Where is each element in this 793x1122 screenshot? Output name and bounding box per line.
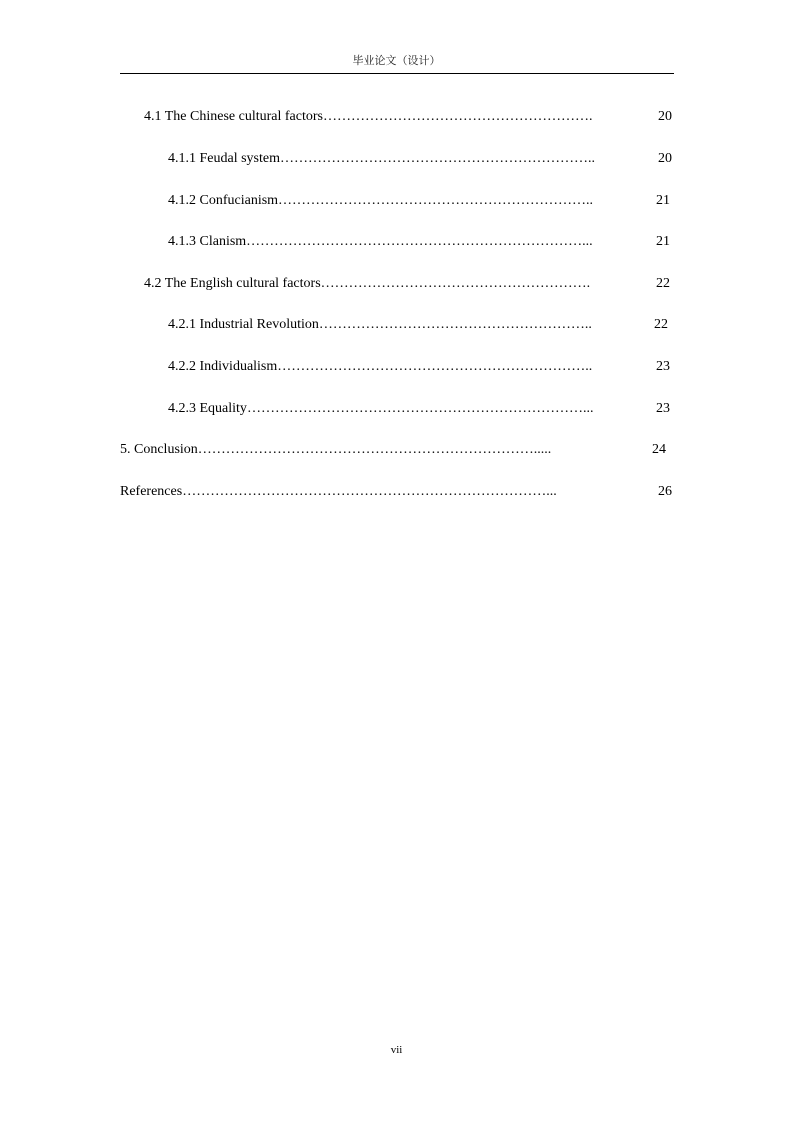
toc-entry-leader: ………………………………………………………………... xyxy=(246,234,593,249)
toc-entry-title: References xyxy=(120,484,183,499)
toc-entry-leader: ………………………………………………………….. xyxy=(280,151,595,166)
toc-entry-title: 4.2 The English cultural factors xyxy=(144,276,321,291)
running-header: 毕业论文（设计） xyxy=(352,54,441,67)
toc-entry-page: 23 xyxy=(656,401,670,416)
toc-entry-title: 5. Conclusion xyxy=(120,442,198,457)
toc-entry-page: 21 xyxy=(656,193,670,208)
toc-entry-leader: ………………………………………………………………..... xyxy=(197,442,552,457)
toc-entry-4-2-1[interactable] xyxy=(168,316,668,334)
toc-entry-page: 21 xyxy=(656,234,670,249)
header-divider xyxy=(120,73,674,74)
toc-entry-page: 22 xyxy=(654,317,668,332)
toc-entry-4-1[interactable] xyxy=(144,108,672,126)
toc-entry-page: 26 xyxy=(658,484,672,499)
toc-entry-leader: ………………………………………………………….. xyxy=(277,359,593,374)
toc-entry-4-1-3[interactable] xyxy=(168,233,670,251)
toc-entry-title: 4.1.3 Clanism xyxy=(168,234,247,249)
toc-entry-title: 4.2.2 Individualism xyxy=(168,359,278,374)
toc-entry-leader: …………………………………………………. xyxy=(320,276,591,291)
toc-entry-4-1-2[interactable] xyxy=(168,192,670,210)
toc-entry-title: 4.1.1 Feudal system xyxy=(168,151,280,166)
toc-entry-conclusion[interactable] xyxy=(120,441,666,459)
toc-entry-title: 4.2.3 Equality xyxy=(168,401,247,416)
toc-entry-leader: ……………………………………………………………………... xyxy=(182,484,557,499)
toc-entry-title: 4.2.1 Industrial Revolution xyxy=(168,317,319,332)
toc-entry-4-2-3[interactable] xyxy=(168,400,670,418)
toc-entry-leader: ………………………………………………………………... xyxy=(246,401,594,416)
toc-entry-4-1-1[interactable] xyxy=(168,150,672,168)
toc-entry-page: 20 xyxy=(658,151,672,166)
toc-entry-page: 24 xyxy=(652,442,666,457)
toc-entry-leader: ………………………………………………………….. xyxy=(278,193,594,208)
toc-entry-page: 22 xyxy=(656,276,670,291)
toc-entry-leader: …………………………………………………. xyxy=(322,109,593,124)
toc-entry-page: 23 xyxy=(656,359,670,374)
toc-entry-page: 20 xyxy=(658,109,672,124)
toc-entry-leader: ………………………………………………….. xyxy=(318,317,592,332)
page-number: vii xyxy=(390,1044,403,1056)
toc-entry-4-2-2[interactable] xyxy=(168,358,670,376)
toc-entry-4-2[interactable] xyxy=(144,275,670,293)
toc-entry-references[interactable] xyxy=(120,483,672,501)
toc-entry-title: 4.1 The Chinese cultural factors xyxy=(144,109,323,124)
toc-entry-title: 4.1.2 Confucianism xyxy=(168,193,279,208)
